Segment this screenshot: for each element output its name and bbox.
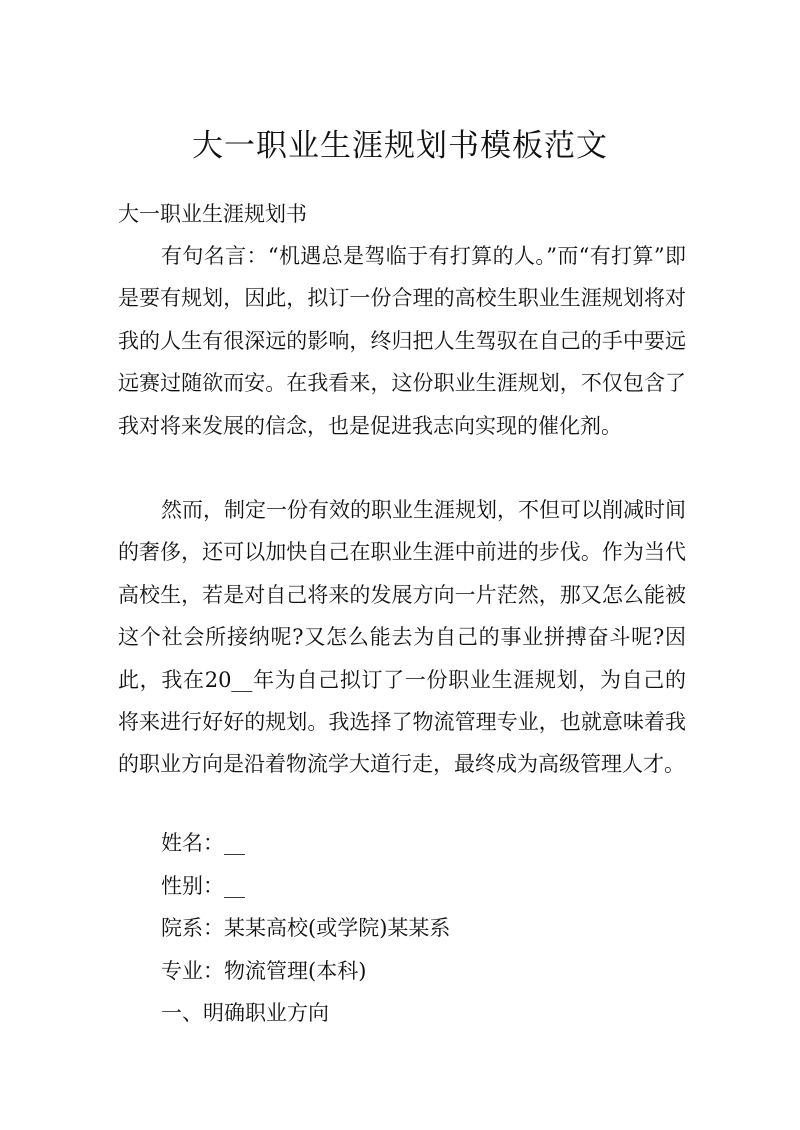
name-field: 姓名：__ <box>161 831 245 855</box>
intro-paragraph: 有句名言：“机遇总是驾临于有打算的人。”而“有打算”即是要有规划，因此，拟订一份合理的高校生职业生涯规划将对我的人生有很深远的影响，终归把人生驾驭在自己的手中要远远赛过随欲而安。在我看来，这份职业生涯规划，不仅包含了我对将来发展的信念，也是促进我志向实现的催化剂。 <box>118 244 686 438</box>
department-field: 院系：某某高校(或学院)某某系 <box>161 916 451 940</box>
planning-paragraph: 然而，制定一份有效的职业生涯规划，不但可以削减时间的奢侈，还可以加快自己在职业生涯中前进的步伐。作为当代高校生，若是对自己将来的发展方向一片茫然，那又怎么能被这个社会所接纳呢?又怎么能去为自己的事业拼搏奋斗呢?因此，我在20__年为自己拟订了一份职业生涯规划，为自己的将来进行好好的规划。我选择了物流管理专业，也就意味着我的职业方向是沿着物流学大道行走，最终成为高级管理人才。 <box>118 498 686 777</box>
major-field: 专业：物流管理(本科) <box>161 959 367 983</box>
gender-field: 性别：__ <box>161 874 245 898</box>
document-subtitle: 大一职业生涯规划书 <box>118 202 307 226</box>
document-title: 大一职业生涯规划书模板范文 <box>192 128 608 164</box>
section-heading: 一、明确职业方向 <box>161 1001 329 1025</box>
